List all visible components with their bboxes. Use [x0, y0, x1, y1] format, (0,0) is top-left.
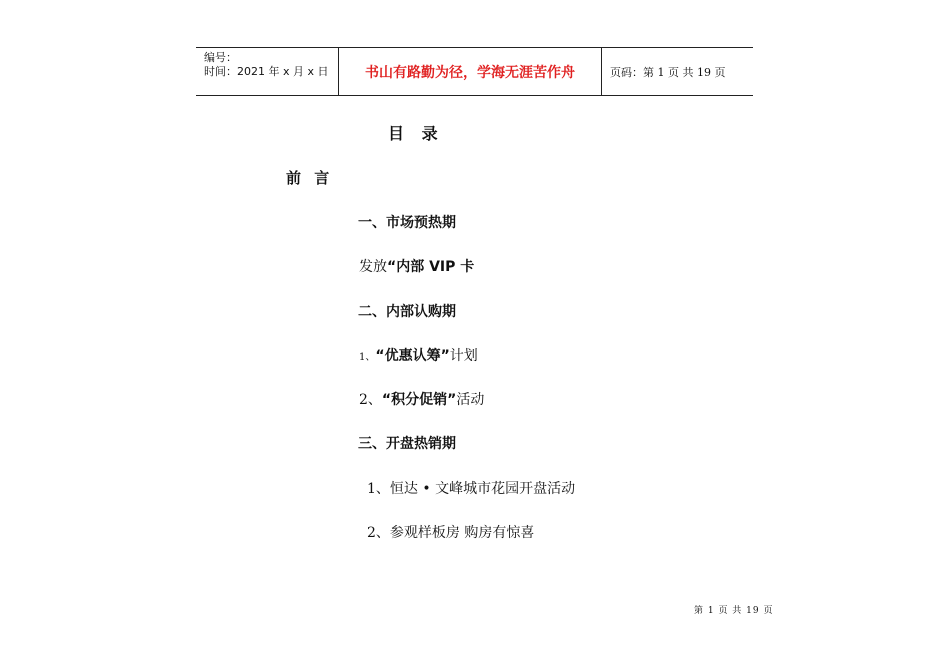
- number-label: 编号：: [204, 51, 237, 64]
- page-footer: 第 1 页 共 19 页: [694, 606, 774, 616]
- time-label: 时间：2021 年 x 月 x 日: [204, 65, 329, 78]
- item-number: 2、: [359, 392, 382, 408]
- header-table: [196, 47, 753, 96]
- toc-item-vip-card: [359, 256, 474, 276]
- toc-title: 目 录: [388, 124, 444, 143]
- toc-item-opening: 1、恒达 • 文峰城市花园开盘活动: [367, 481, 576, 497]
- page-info: 页码：第 1 页 共 19 页: [610, 65, 726, 79]
- toc-item-discount: [359, 345, 478, 365]
- item-tail: 活动: [456, 392, 485, 408]
- toc-section-2: 二、内部认购期: [358, 304, 456, 320]
- item-tail: 计划: [449, 348, 478, 364]
- item-prefix: 发放: [359, 259, 387, 275]
- motto: 书山有路勤为径，学海无涯苦作舟: [339, 48, 602, 95]
- toc-item-points: [359, 389, 484, 409]
- item-bold: “内部 VIP 卡: [387, 259, 475, 275]
- toc-preface: 前 言: [286, 169, 334, 187]
- item-number: 1、: [359, 352, 376, 363]
- item-bold: “优惠认筹”: [375, 348, 450, 364]
- item-bold: “积分促销”: [381, 392, 457, 408]
- toc-section-3: 三、开盘热销期: [358, 436, 456, 452]
- header-left-cell: [196, 48, 339, 95]
- toc-item-showroom: 2、参观样板房 购房有惊喜: [367, 525, 535, 541]
- toc-section-1: 一、市场预热期: [358, 215, 456, 231]
